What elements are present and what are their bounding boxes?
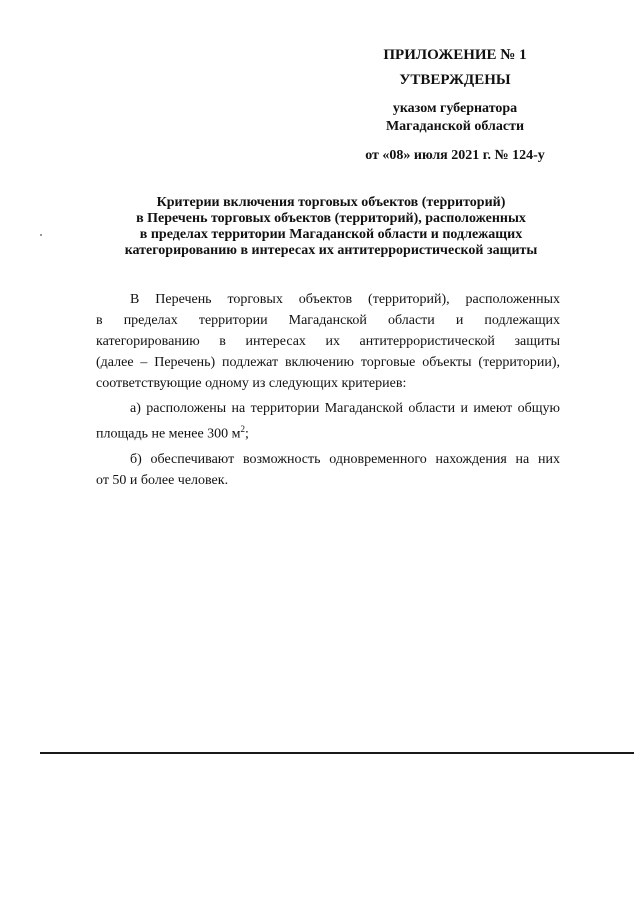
decree-line-1: указом губернатора bbox=[392, 101, 518, 116]
paragraph-1-line-3: категорированию в интересах их антитеррористической защиты bbox=[96, 334, 560, 349]
criterion-a-line-1: а) расположены на территории Магаданской области и имеют общую bbox=[130, 401, 560, 416]
title-line-3: в пределах территории Магаданской области и подлежащих bbox=[139, 227, 523, 242]
decree-line-2: Магаданской области bbox=[385, 119, 525, 134]
square-meter-superscript: 2 bbox=[240, 424, 246, 434]
document-body bbox=[96, 289, 560, 491]
document-title bbox=[96, 195, 566, 259]
criterion-a-line-2 bbox=[96, 419, 560, 445]
criterion-a-end: ; bbox=[245, 426, 249, 442]
paragraph-1-line-2: в пределах территории Магаданской области и подлежащих bbox=[96, 313, 560, 328]
horizontal-rule bbox=[40, 752, 634, 754]
decree-date: от «08» июля 2021 г. № 124-у bbox=[365, 148, 545, 163]
paragraph-1-line-1: В Перечень торговых объектов (территорий), расположенных bbox=[130, 292, 560, 307]
paragraph-1-line-5: соответствующие одному из следующих критериев: bbox=[96, 376, 407, 391]
title-line-4: категорированию в интересах их антитеррористической защиты bbox=[124, 243, 538, 258]
appendix-number: ПРИЛОЖЕНИЕ № 1 bbox=[383, 47, 527, 63]
approved-label: УТВЕРЖДЕНЫ bbox=[399, 72, 511, 88]
title-line-1: Критерии включения торговых объектов (территорий) bbox=[156, 195, 506, 210]
title-line-2: в Перечень торговых объектов (территорий), расположенных bbox=[136, 211, 526, 226]
paragraph-1-line-4: (далее – Перечень) подлежат включению торговые объекты (территории), bbox=[96, 355, 560, 370]
appendix-header bbox=[330, 46, 580, 165]
criterion-b-line-1: б) обеспечивают возможность одновременного нахождения на них bbox=[130, 451, 560, 467]
criterion-a-text: площадь не менее 300 м bbox=[96, 426, 241, 442]
criterion-b-line-2: от 50 и более человек. bbox=[96, 472, 229, 488]
scan-speck bbox=[40, 234, 42, 236]
